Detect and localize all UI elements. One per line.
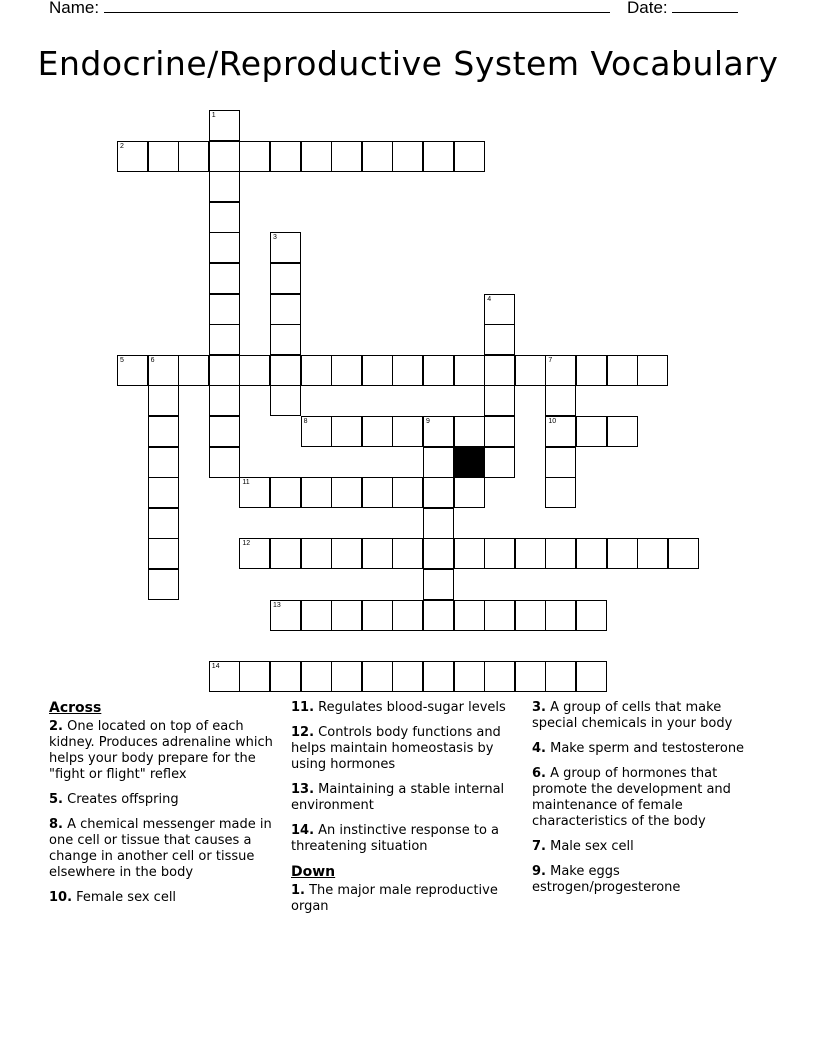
grid-cell[interactable] xyxy=(270,355,301,386)
grid-cell[interactable] xyxy=(576,416,607,447)
grid-cell[interactable] xyxy=(484,385,515,416)
grid-cell[interactable] xyxy=(331,538,362,569)
grid-cell[interactable] xyxy=(148,355,179,386)
clue-text: Controls body functions and helps maintain homeostasis by using hormones xyxy=(291,725,501,772)
grid-cell[interactable] xyxy=(484,324,515,355)
grid-cell[interactable] xyxy=(362,355,393,386)
grid-cell[interactable] xyxy=(209,661,240,692)
clue-number: 1 xyxy=(211,112,216,119)
grid-cell[interactable] xyxy=(270,538,301,569)
clue-text: Female sex cell xyxy=(72,890,177,905)
black-cell xyxy=(454,447,485,478)
clue-number-label: 7. xyxy=(532,839,546,854)
grid-cell[interactable] xyxy=(209,416,240,447)
grid-cell[interactable] xyxy=(607,355,638,386)
grid-cell[interactable] xyxy=(362,600,393,631)
grid-cell[interactable] xyxy=(484,661,515,692)
grid-cell[interactable] xyxy=(484,416,515,447)
grid-cell[interactable] xyxy=(454,477,485,508)
grid-cell[interactable] xyxy=(301,661,332,692)
clue-number-label: 4. xyxy=(532,741,546,756)
grid-cell[interactable] xyxy=(392,416,423,447)
grid-cell[interactable] xyxy=(331,355,362,386)
across-clues-list xyxy=(49,719,281,906)
clue-number: 4 xyxy=(487,295,492,303)
grid-cell[interactable] xyxy=(423,447,454,478)
clue-text: An instinctive response to a threatening situation xyxy=(291,823,500,854)
grid-cell[interactable] xyxy=(423,416,454,447)
grid-cell[interactable] xyxy=(209,110,240,141)
grid-cell[interactable] xyxy=(454,141,485,172)
grid-cell[interactable] xyxy=(117,355,148,386)
across-clues-list-cont xyxy=(291,700,527,855)
grid-cell[interactable] xyxy=(270,385,301,416)
grid-cell[interactable] xyxy=(331,141,362,172)
clue-number: 7 xyxy=(548,356,553,364)
grid-cell[interactable] xyxy=(148,447,179,478)
grid-cell[interactable] xyxy=(301,141,332,172)
grid-cell[interactable] xyxy=(209,294,240,325)
clue-item xyxy=(49,719,281,783)
grid-cell[interactable] xyxy=(454,661,485,692)
grid-cell[interactable] xyxy=(209,202,240,233)
grid-cell[interactable] xyxy=(362,141,393,172)
grid-cell[interactable] xyxy=(148,416,179,447)
grid-cell[interactable] xyxy=(148,141,179,172)
clue-number-label: 2. xyxy=(49,719,63,734)
clue-number-label: 14. xyxy=(291,823,315,838)
down-heading: Down xyxy=(291,864,336,880)
grid-cell[interactable] xyxy=(545,477,576,508)
clue-number-label: 3. xyxy=(532,700,546,715)
grid-cell[interactable] xyxy=(239,661,270,692)
grid-cell[interactable] xyxy=(423,141,454,172)
clue-number: 9 xyxy=(426,418,430,425)
clue-item xyxy=(49,792,281,808)
clue-number-label: 5. xyxy=(49,792,63,807)
clue-text: One located on top of each kidney. Produces adrenaline which helps your body prepare for the "fight or flight" reflex xyxy=(49,719,273,782)
grid-cell[interactable] xyxy=(392,477,423,508)
grid-cell[interactable] xyxy=(209,385,240,416)
grid-cell[interactable] xyxy=(484,538,515,569)
clue-number-label: 13. xyxy=(291,782,315,797)
grid-cell[interactable] xyxy=(454,538,485,569)
grid-cell[interactable] xyxy=(362,477,393,508)
grid-cell[interactable] xyxy=(239,141,270,172)
grid-cell[interactable] xyxy=(515,600,546,631)
grid-cell[interactable] xyxy=(545,661,576,692)
grid-cell[interactable] xyxy=(637,355,668,386)
clue-item xyxy=(49,817,281,881)
name-label: Name: xyxy=(49,0,100,17)
clue-item xyxy=(532,766,768,830)
grid-cell[interactable] xyxy=(117,141,148,172)
clue-number: 8 xyxy=(303,418,308,425)
grid-cell[interactable] xyxy=(484,447,515,478)
grid-cell[interactable] xyxy=(423,600,454,631)
clue-item xyxy=(532,839,768,855)
grid-cell[interactable] xyxy=(515,355,546,386)
clue-number-label: 1. xyxy=(291,883,305,898)
grid-cell[interactable] xyxy=(148,538,179,569)
down-clues-list-cont xyxy=(532,700,768,896)
clue-number: 14 xyxy=(211,662,220,670)
clue-number: 5 xyxy=(120,356,124,364)
clue-item xyxy=(532,741,768,757)
grid-cell[interactable] xyxy=(423,508,454,539)
clue-number: 6 xyxy=(150,356,155,364)
clue-number: 10 xyxy=(548,418,557,425)
clues-column-3 xyxy=(532,700,768,905)
grid-cell[interactable] xyxy=(423,477,454,508)
clue-text: A chemical messenger made in one cell or tissue that causes a change in another cell or tissue elsewhere in the body xyxy=(49,817,272,880)
page-title: Endocrine/Reproductive System Vocabulary xyxy=(37,44,779,83)
grid-cell[interactable] xyxy=(545,416,576,447)
grid-cell[interactable] xyxy=(545,447,576,478)
grid-cell[interactable] xyxy=(576,355,607,386)
grid-cell[interactable] xyxy=(209,324,240,355)
grid-cell[interactable] xyxy=(392,661,423,692)
grid-cell[interactable] xyxy=(392,538,423,569)
grid-cell[interactable] xyxy=(209,171,240,202)
grid-cell[interactable] xyxy=(392,600,423,631)
grid-cell[interactable] xyxy=(270,263,301,294)
clue-text: The major male reproductive organ xyxy=(291,883,498,914)
clue-number: 2 xyxy=(120,142,124,150)
grid-cell[interactable] xyxy=(239,477,270,508)
grid-cell[interactable] xyxy=(178,355,209,386)
grid-cell[interactable] xyxy=(270,477,301,508)
across-heading: Across xyxy=(49,700,102,716)
grid-cell[interactable] xyxy=(454,355,485,386)
clue-text: Make sperm and testosterone xyxy=(545,741,745,756)
grid-cell[interactable] xyxy=(545,538,576,569)
grid-cell[interactable] xyxy=(331,600,362,631)
grid-cell[interactable] xyxy=(423,569,454,600)
clue-number-label: 6. xyxy=(532,766,546,781)
clues-column-2 xyxy=(291,700,527,924)
grid-cell[interactable] xyxy=(148,385,179,416)
grid-cell[interactable] xyxy=(270,600,301,631)
grid-cell[interactable] xyxy=(515,661,546,692)
grid-cell[interactable] xyxy=(301,600,332,631)
clue-number-label: 9. xyxy=(532,864,546,879)
grid-cell[interactable] xyxy=(270,232,301,263)
clue-item xyxy=(532,864,768,896)
clue-item xyxy=(532,700,768,732)
grid-cell[interactable] xyxy=(576,600,607,631)
grid-cell[interactable] xyxy=(209,355,240,386)
clue-item xyxy=(49,890,281,906)
grid-cell[interactable] xyxy=(301,416,332,447)
grid-cell[interactable] xyxy=(148,569,179,600)
grid-cell[interactable] xyxy=(423,661,454,692)
grid-cell[interactable] xyxy=(392,141,423,172)
grid-cell[interactable] xyxy=(454,600,485,631)
grid-cell[interactable] xyxy=(362,416,393,447)
grid-cell[interactable] xyxy=(331,477,362,508)
clue-item xyxy=(291,700,527,716)
clue-text: A group of cells that make special chemicals in your body xyxy=(532,700,733,731)
grid-cell[interactable] xyxy=(301,355,332,386)
clue-text: Regulates blood-sugar levels xyxy=(314,700,506,715)
grid-cell[interactable] xyxy=(576,661,607,692)
clue-number-label: 8. xyxy=(49,817,63,832)
clue-text: Creates offspring xyxy=(62,792,179,807)
grid-cell[interactable] xyxy=(148,508,179,539)
grid-cell[interactable] xyxy=(209,447,240,478)
grid-cell[interactable] xyxy=(270,324,301,355)
clue-text: Male sex cell xyxy=(545,839,634,854)
grid-cell[interactable] xyxy=(423,355,454,386)
clue-item xyxy=(291,725,527,773)
grid-cell[interactable] xyxy=(545,355,576,386)
grid-cell[interactable] xyxy=(668,538,699,569)
grid-cell[interactable] xyxy=(270,141,301,172)
grid-cell[interactable] xyxy=(209,232,240,263)
grid-cell[interactable] xyxy=(484,294,515,325)
grid-cell[interactable] xyxy=(239,538,270,569)
grid-cell[interactable] xyxy=(545,600,576,631)
grid-cell[interactable] xyxy=(545,385,576,416)
grid-cell[interactable] xyxy=(270,294,301,325)
grid-cell[interactable] xyxy=(362,538,393,569)
grid-cell[interactable] xyxy=(454,416,485,447)
clue-text: A group of hormones that promote the development and maintenance of female characteristics of the body xyxy=(532,766,731,829)
grid-cell[interactable] xyxy=(392,355,423,386)
grid-cell[interactable] xyxy=(178,141,209,172)
grid-cell[interactable] xyxy=(423,538,454,569)
grid-cell[interactable] xyxy=(148,477,179,508)
grid-cell[interactable] xyxy=(362,661,393,692)
clue-number: 12 xyxy=(242,540,251,548)
grid-cell[interactable] xyxy=(301,477,332,508)
clue-item xyxy=(291,823,527,855)
clue-number: 3 xyxy=(273,234,277,242)
clues-column-1 xyxy=(49,700,281,915)
grid-cell[interactable] xyxy=(607,416,638,447)
grid-cell[interactable] xyxy=(515,538,546,569)
clue-item xyxy=(291,782,527,814)
clue-text: Maintaining a stable internal environment xyxy=(291,782,505,813)
grid-cell[interactable] xyxy=(209,141,240,172)
grid-cell[interactable] xyxy=(484,355,515,386)
grid-cell[interactable] xyxy=(239,355,270,386)
clue-number: 11 xyxy=(242,479,250,487)
clue-item xyxy=(291,883,527,915)
clue-text: Make eggs estrogen/progesterone xyxy=(532,864,681,895)
clue-number-label: 10. xyxy=(49,890,73,905)
grid-cell[interactable] xyxy=(331,661,362,692)
grid-cell[interactable] xyxy=(576,538,607,569)
clue-number: 13 xyxy=(273,601,281,609)
grid-cell[interactable] xyxy=(301,538,332,569)
down-clues-list xyxy=(291,883,527,915)
grid-cell[interactable] xyxy=(270,661,301,692)
date-label: Date: xyxy=(627,0,668,17)
grid-cell[interactable] xyxy=(637,538,668,569)
grid-cell[interactable] xyxy=(331,416,362,447)
clue-number-label: 12. xyxy=(291,725,315,740)
grid-cell[interactable] xyxy=(209,263,240,294)
clue-number-label: 11. xyxy=(291,700,315,715)
grid-cell[interactable] xyxy=(484,600,515,631)
grid-cell[interactable] xyxy=(607,538,638,569)
